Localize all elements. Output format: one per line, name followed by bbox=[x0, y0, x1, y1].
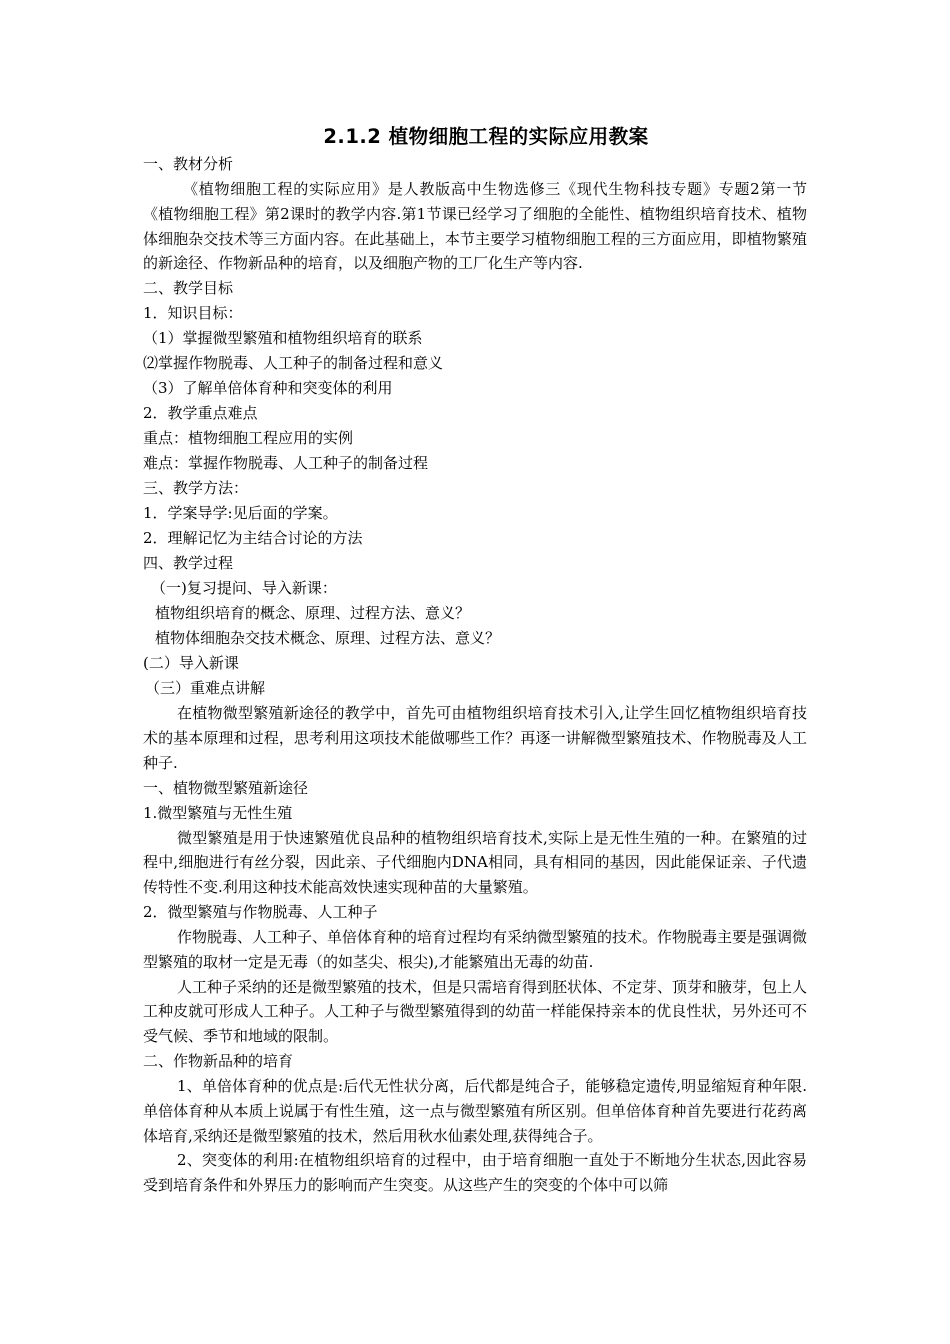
paragraph: 在植物微型繁殖新途径的教学中，首先可由植物组织培育技术引入,让学生回忆植物组织培育技术的基本原理和过程，思考利用这项技术能做哪些工作？再逐一讲解微型繁殖技术、作物脱毒及人工种子. bbox=[143, 704, 807, 772]
text-line: 重点：植物细胞工程应用的实例 bbox=[143, 429, 354, 448]
section-heading: 一、教材分析 bbox=[143, 155, 234, 173]
paragraph: 2、突变体的利用:在植物组织培育的过程中，由于培育细胞一直处于不断地分生状态,因此容易受到培育条件和外界压力的影响而产生突变。从这些产生的突变的个体中可以筛 bbox=[143, 1151, 807, 1195]
list-item: （3）了解单倍体育种和突变体的利用 bbox=[143, 379, 393, 398]
paragraph: 作物脱毒、人工种子、单倍体育种的培育过程均有采纳微型繁殖的技术。作物脱毒主要是强调微型繁殖的取材一定是无毒（的如茎尖、根尖),才能繁殖出无毒的幼苗. bbox=[143, 927, 808, 971]
section-heading: 一、植物微型繁殖新途径 bbox=[143, 778, 309, 797]
list-item: 1．学案导学:见后面的学案。 bbox=[143, 504, 338, 523]
paragraph: 《植物细胞工程的实际应用》是人教版高中生物选修三《现代生物科技专题》专题2第一节《植物细胞工程》第2课时的教学内容.第1节课已经学习了细胞的全能性、植物组织培育技术、植物体细胞杂交技术等三方面内容。在此基础上，本节主要学习植物细胞工程的三方面应用，即植物繁殖的新途径、作物新品种的培育，以及细胞产物的工厂化生产等内容. bbox=[143, 180, 807, 273]
section-heading: 三、教学方法： bbox=[143, 479, 249, 498]
text-line: 植物组织培育的概念、原理、过程方法、意义？ bbox=[155, 604, 471, 623]
text-line: 难点：掌握作物脱毒、人工种子的制备过程 bbox=[143, 454, 429, 473]
text-line: 植物体细胞杂交技术概念、原理、过程方法、意义？ bbox=[155, 629, 501, 648]
subheading: 2．微型繁殖与作物脱毒、人工种子 bbox=[143, 902, 378, 921]
subheading: 1.微型繁殖与无性生殖 bbox=[143, 803, 293, 822]
list-item: 2．理解记忆为主结合讨论的方法 bbox=[143, 529, 363, 548]
list-item: （1）掌握微型繁殖和植物组织培育的联系 bbox=[143, 329, 423, 348]
subheading: （三）重难点讲解 bbox=[145, 679, 266, 698]
list-item: ⑵掌握作物脱毒、人工种子的制备过程和意义 bbox=[143, 354, 444, 373]
subheading: (二）导入新课 bbox=[143, 654, 239, 673]
section-heading: 四、教学过程 bbox=[143, 554, 234, 573]
section-heading: 二、作物新品种的培育 bbox=[143, 1051, 294, 1070]
paragraph: 人工种子采纳的还是微型繁殖的技术，但是只需培育得到胚状体、不定芽、顶芽和腋芽，包上人工种皮就可形成人工种子。人工种子与微型繁殖得到的幼苗一样能保持亲本的优良性状，另外还可不受气候、季节和地域的限制。 bbox=[143, 977, 808, 1046]
paragraph: 1、单倍体育种的优点是:后代无性状分离，后代都是纯合子，能够稳定遗传,明显缩短育种年限.单倍体育种从本质上说属于有性生殖，这一点与微型繁殖有所区别。但单倍体育种首先要进行花药离体培育,采纳还是微型繁殖的技术，然后用秋水仙素处理,获得纯合子。 bbox=[143, 1076, 807, 1145]
paragraph: 微型繁殖是用于快速繁殖优良品种的植物组织培育技术,实际上是无性生殖的一种。在繁殖的过程中,细胞进行有丝分裂，因此亲、子代细胞内DNA相同，具有相同的基因，因此能保证亲、子代遗传特性不变.利用这种技术能高效快速实现种苗的大量繁殖。 bbox=[143, 828, 807, 897]
subheading: 2．教学重点难点 bbox=[143, 404, 258, 423]
document-title: 2.1.2 植物细胞工程的实际应用教案 bbox=[323, 125, 649, 148]
section-heading: 二、教学目标 bbox=[143, 279, 234, 298]
document-page bbox=[143, 122, 807, 1198]
subheading: （一)复习提问、导入新课： bbox=[151, 579, 337, 598]
subheading: 1．知识目标： bbox=[143, 304, 243, 323]
